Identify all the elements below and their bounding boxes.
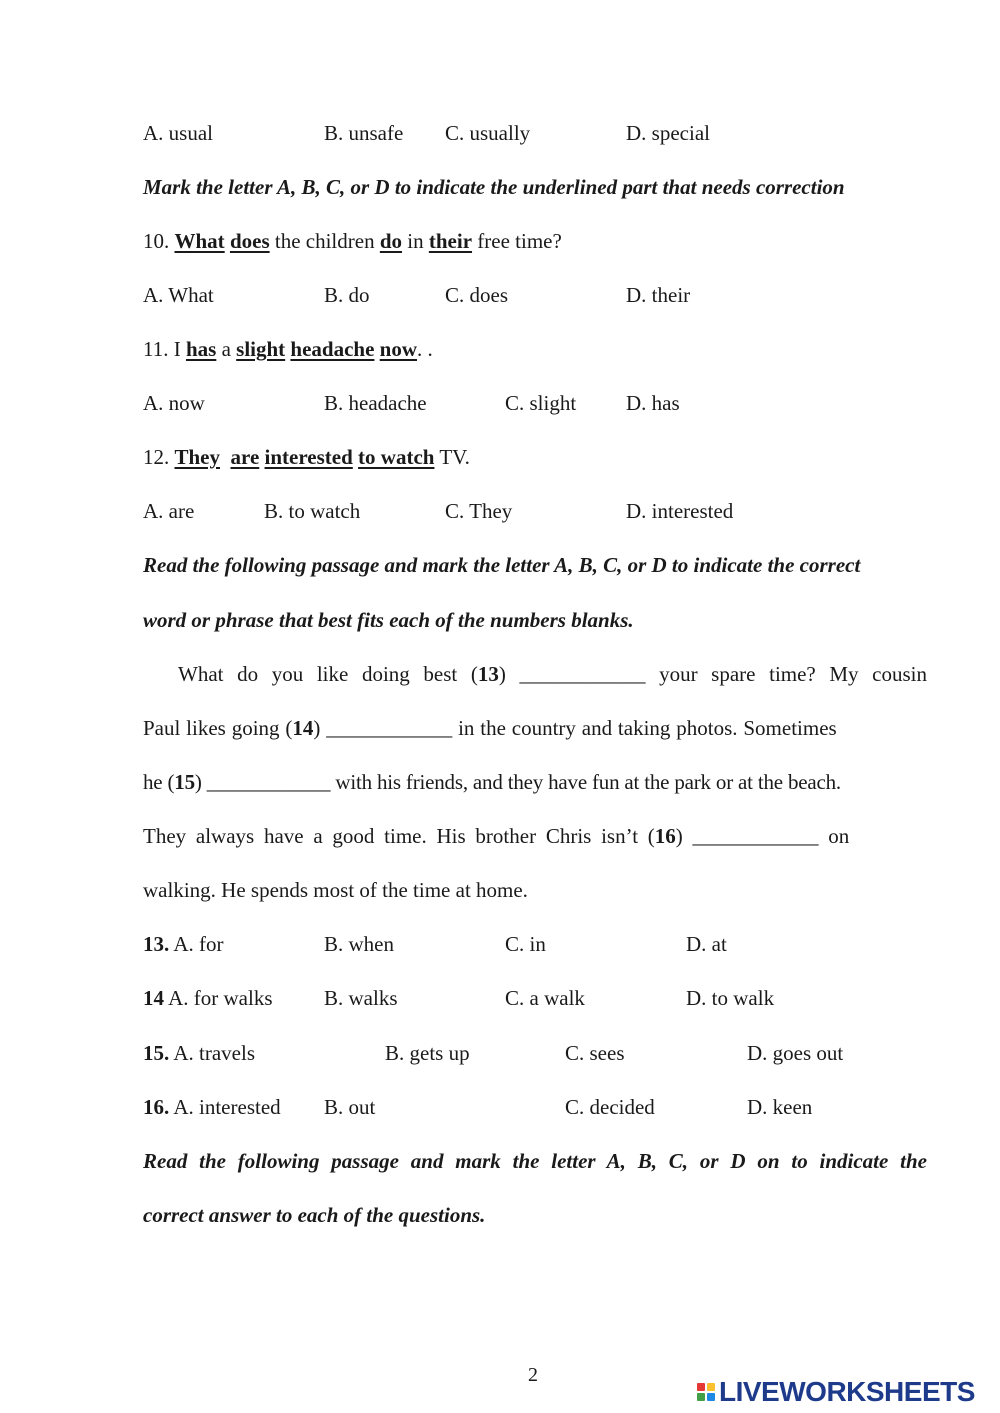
liveworksheets-logo [697, 1375, 975, 1409]
q12-underlined-d: to watch [358, 445, 435, 469]
passage-line-5: walking. He spends most of the time at home. [143, 878, 528, 902]
q14-option-d: D. to walk [686, 986, 775, 1010]
q12-option-d: D. interested [626, 499, 734, 523]
question-10 [143, 228, 562, 254]
blank-number-16: 16 [654, 824, 676, 848]
blank-number-15: 15 [174, 770, 195, 794]
blank-number-13: 13 [477, 662, 499, 686]
q11-underlined-c: headache [290, 337, 375, 361]
q10-option-c: C. does [445, 283, 508, 307]
q10-option-b: B. do [324, 283, 370, 307]
q10-underlined-c: do [379, 229, 403, 253]
q11-number: 11. I [143, 337, 181, 361]
passage-text: ) ____________ your spare time? My cousin [498, 662, 927, 686]
q9-option-c: C. usually [445, 121, 531, 145]
q10-number: 10. [143, 229, 170, 253]
q11-text: a [221, 337, 231, 361]
passage-text: They always have a good time. His brother Chris isn’t ( [143, 824, 655, 848]
passage-text: he ( [143, 770, 175, 794]
passage-text: ) ____________ in the country and taking photos. Sometimes [313, 716, 837, 740]
q10-option-d: D. their [626, 283, 691, 307]
q15-option-c: C. sees [565, 1041, 625, 1065]
question-12 [143, 444, 470, 470]
instruction-passage-line1: Read the following passage and mark the letter A, B, C, or D to indicate the correct [143, 553, 861, 577]
q9-option-a: A. usual [143, 121, 213, 145]
q11-underlined-d: now [379, 337, 418, 361]
blank-number-14: 14 [292, 716, 314, 740]
q11-underlined-b: slight [236, 337, 286, 361]
q12-underlined-b: are [230, 445, 260, 469]
instruction-passage2-line2: correct answer to each of the questions. [143, 1203, 486, 1227]
q10-text: the children [274, 229, 375, 253]
q14-option-a-text: A. for walks [168, 986, 273, 1010]
passage-line-1 [178, 661, 927, 687]
passage-line-3 [143, 769, 841, 795]
passage-text: ) ____________ with his friends, and they have fun at the park or at the beach. [194, 770, 841, 794]
instruction-passage-line2: word or phrase that best fits each of the numbers blanks. [143, 608, 634, 632]
q14-option-c: C. a walk [505, 986, 585, 1010]
q12-number: 12. [143, 445, 170, 469]
q11-text: . . [417, 337, 433, 361]
q10-text: in [407, 229, 424, 253]
q11-option-a: A. now [143, 391, 205, 415]
q15-option-b: B. gets up [385, 1041, 470, 1065]
q16-option-a-text: A. interested [173, 1095, 281, 1119]
q15-option-a-text: A. travels [173, 1041, 255, 1065]
page-number: 2 [528, 1364, 538, 1386]
q14-number: 14 [143, 986, 164, 1010]
q13-number: 13. [143, 932, 170, 956]
q12-option-c: C. They [445, 499, 513, 523]
q10-underlined-b: does [229, 229, 270, 253]
q12-option-b: B. to watch [264, 499, 361, 523]
q10-text: free time? [477, 229, 562, 253]
passage-text: What do you like doing best ( [178, 662, 478, 686]
logo-grid-icon [697, 1383, 715, 1401]
q11-option-b: B. headache [324, 391, 427, 415]
q12-text: TV. [439, 445, 470, 469]
q13-option-a-text: A. for [173, 932, 224, 956]
q9-option-d: D. special [626, 121, 710, 145]
q11-option-c: C. slight [505, 391, 577, 415]
q16-option-c: C. decided [565, 1095, 655, 1119]
passage-line-4 [143, 823, 849, 849]
q12-option-a: A. are [143, 499, 195, 523]
q13-option-d: D. at [686, 932, 727, 956]
q10-option-a: A. What [143, 283, 214, 307]
passage-line-2 [143, 715, 837, 741]
q15-option-a [143, 1040, 255, 1066]
instruction-passage2-line1: Read the following passage and mark the letter A, B, C, or D on to indicate the [143, 1149, 927, 1173]
logo-text: LIVEWORKSHEETS [719, 1376, 975, 1407]
passage-text: Paul likes going ( [143, 716, 293, 740]
q16-number: 16. [143, 1095, 170, 1119]
q12-underlined-c: interested [264, 445, 353, 469]
q11-underlined-a: has [185, 337, 217, 361]
q13-option-b: B. when [324, 932, 394, 956]
q11-option-d: D. has [626, 391, 680, 415]
q10-underlined-a: What [174, 229, 225, 253]
q10-underlined-d: their [428, 229, 473, 253]
q9-option-b: B. unsafe [324, 121, 404, 145]
question-11 [143, 336, 433, 362]
q16-option-d: D. keen [747, 1095, 813, 1119]
q12-underlined-a: They [174, 445, 221, 469]
q16-option-a [143, 1094, 281, 1120]
q14-option-b: B. walks [324, 986, 398, 1010]
q15-option-d: D. goes out [747, 1041, 844, 1065]
instruction-correction: Mark the letter A, B, C, or D to indicate the underlined part that needs correction [143, 175, 845, 199]
q15-number: 15. [143, 1041, 170, 1065]
passage-text: ) ____________ on [675, 824, 850, 848]
q14-option-a [143, 985, 273, 1011]
q13-option-c: C. in [505, 932, 546, 956]
q16-option-b: B. out [324, 1095, 376, 1119]
q13-option-a [143, 931, 224, 957]
